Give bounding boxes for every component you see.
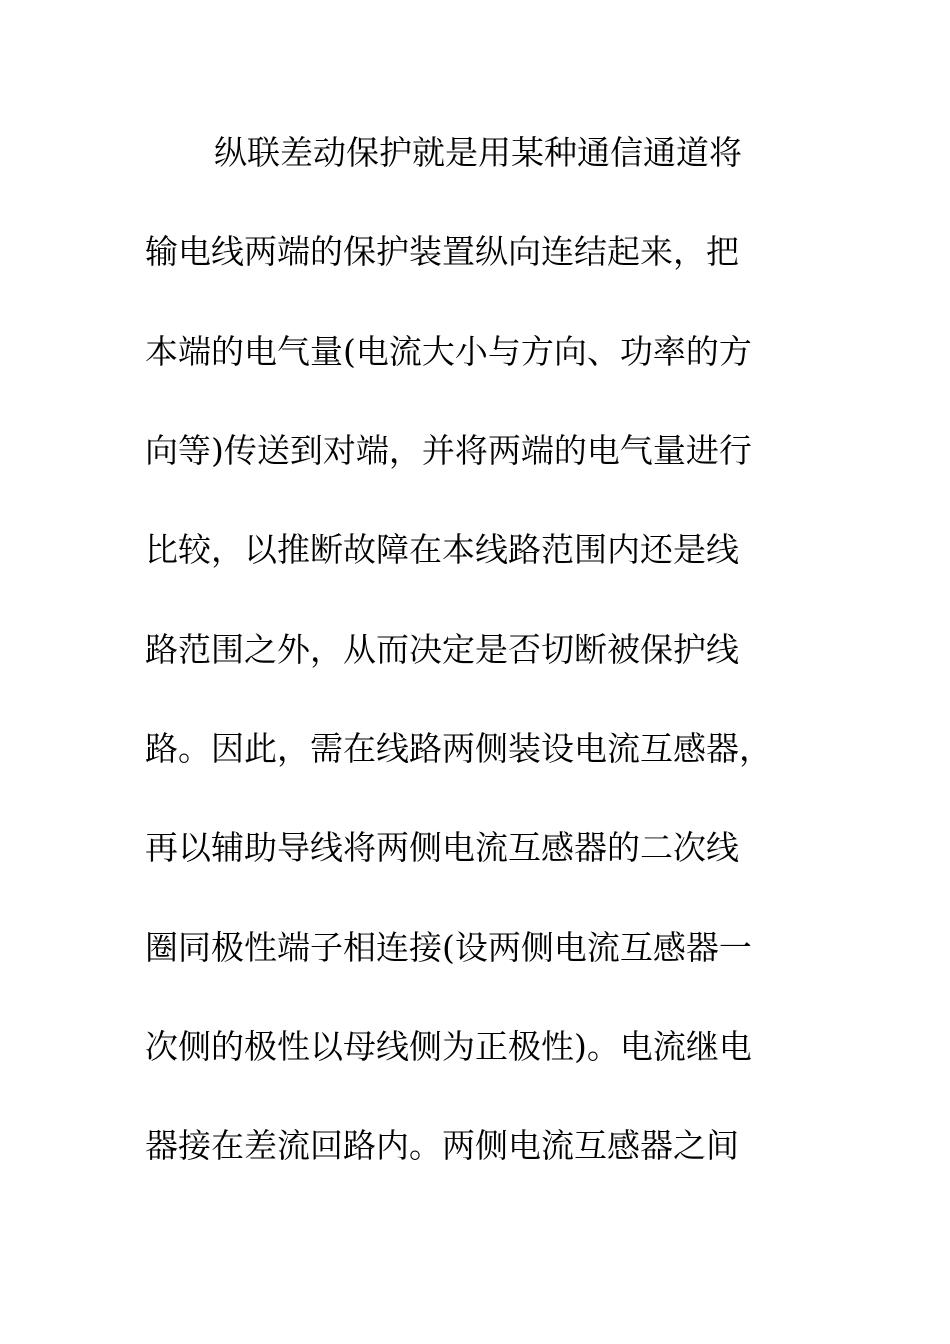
paragraph-line-10: 次侧的极性以母线侧为正极性)。电流继电 [145,1027,752,1066]
paragraph-line-1: 纵联差动保护就是用某种通信通道将 [214,133,742,172]
paragraph-line-2: 输电线两端的保护装置纵向连结起来，把 [145,232,739,271]
paragraph-line-3: 本端的电气量(电流大小与方向、功率的方 [145,332,752,371]
paragraph-line-11: 器接在差流回路内。两侧电流互感器之间 [145,1126,739,1165]
paragraph-line-6: 路范围之外，从而决定是否切断被保护线 [145,630,739,669]
paragraph-line-7: 路。因此，需在线路两侧装设电流互感器， [145,729,772,768]
paragraph-line-9: 圈同极性端子相连接(设两侧电流互感器一 [145,928,752,967]
paragraph-line-5: 比较，以推断故障在本线路范围内还是线 [145,530,739,569]
paragraph-line-4: 向等)传送到对端，并将两端的电气量进行 [145,431,752,470]
paragraph-line-8: 再以辅助导线将两侧电流互感器的二次线 [145,828,739,867]
